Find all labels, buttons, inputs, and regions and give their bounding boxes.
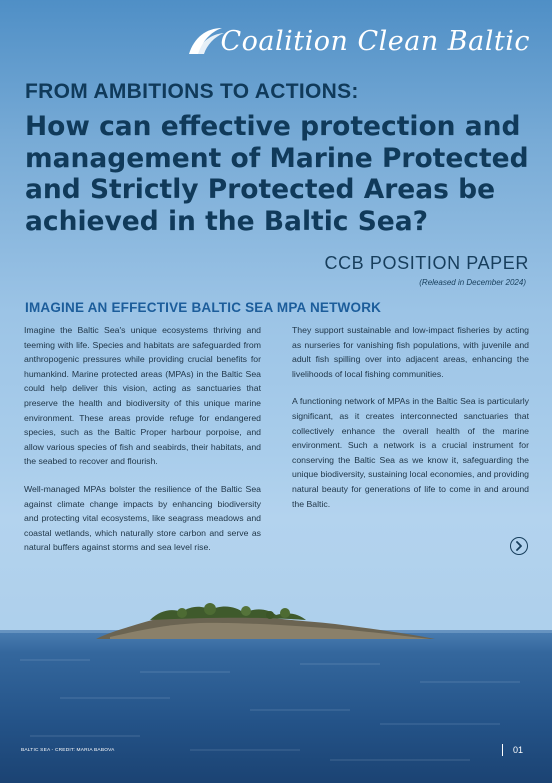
release-date: (Released in December 2024): [419, 278, 526, 287]
right-column: [292, 323, 529, 524]
chevron-right-icon: [515, 541, 523, 551]
page-title: [25, 111, 535, 237]
photo-credit: BALTIC SEA - CREDIT: MARIA BABOVA: [21, 748, 115, 753]
brand-name: Coalition Clean Baltic: [220, 25, 530, 57]
section-heading: IMAGINE AN EFFECTIVE BALTIC SEA MPA NETWORK: [25, 300, 382, 315]
page-number-divider: [502, 744, 503, 756]
kicker-heading: FROM AMBITIONS TO ACTIONS:: [25, 80, 359, 103]
title-part-1: How can effective protection and management of: [25, 111, 521, 174]
document-type-label: CCB POSITION PAPER: [324, 253, 529, 273]
title-part-2-bold: Marine Protected and Strictly Protected Areas: [25, 142, 529, 205]
left-column: [24, 323, 261, 568]
paragraph: A functioning network of MPAs in the Baltic Sea is particularly significant, as it creates interconnected sanctuaries that collectively enhance the overall health of the marine environment. Such a network is a crucial instrument for conserving the Baltic Sea as we know it, safeguarding the unique biodiversity, sustaining local economies, and providing natural beauty for generations of life to come in and around the Baltic.: [292, 396, 529, 509]
paragraph: Imagine the Baltic Sea's unique ecosystems thriving and teeming with life. Species and habitats are safeguarded from anthropogenic pressures while providing crucial benefits for humankind. Marine protected areas (MPAs) in the Baltic Sea could help deliver this vision, acting as sanctuaries that preserve the health and biodiversity of this unique marine environment. These areas provide refuge for endangered species, such as the Baltic Proper harbour porpoise, and allow various species of fish and seabirds, their habitats, and the seabed to recover and flourish.: [24, 325, 261, 467]
title-part-3: be achieved in the Baltic Sea?: [25, 174, 496, 237]
brand-logo: [186, 24, 530, 58]
page-number: 01: [513, 745, 524, 755]
paragraph: They support sustainable and low-impact fisheries by acting as nurseries for vanishing fish populations, with juvenile and adult fish spilling over into adjacent areas, enhancing the livelihoods of local fishing communities.: [292, 325, 529, 379]
paragraph: Well-managed MPAs bolster the resilience of the Baltic Sea against climate change impacts by enhancing biodiversity and protecting vital ecosystems, like seagrass meadows and coastal wetlands, which naturally store carbon and serve as natural buffers against storms and sea level rise.: [24, 483, 261, 553]
next-page-button[interactable]: [510, 537, 528, 555]
